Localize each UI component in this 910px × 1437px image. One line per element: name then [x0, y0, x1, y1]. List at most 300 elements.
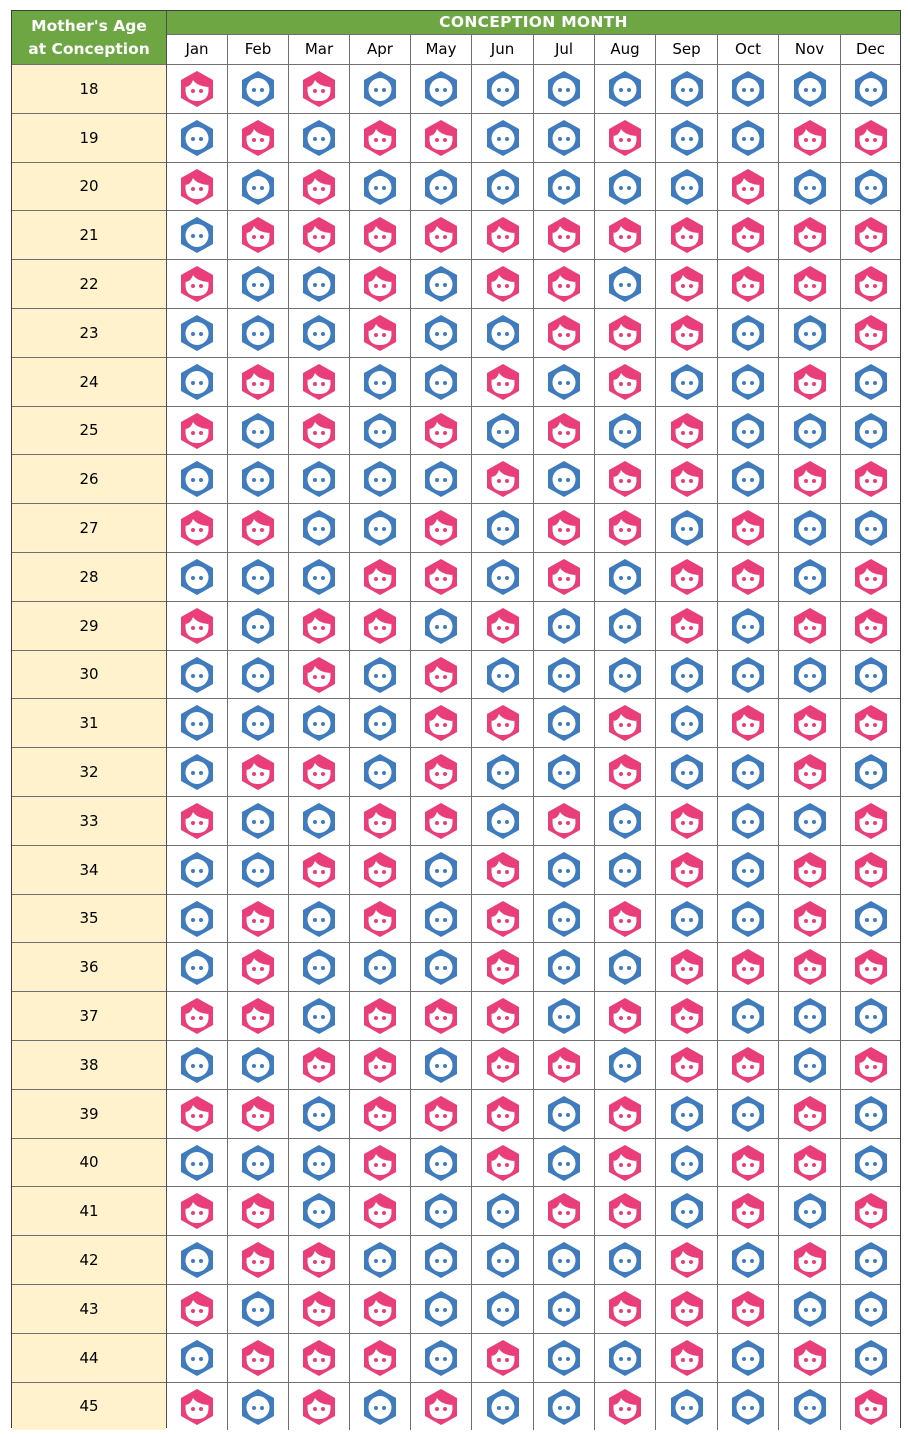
girl-face-icon	[360, 1338, 400, 1378]
age-label: 33	[12, 796, 166, 845]
girl-prediction-cell	[595, 1089, 656, 1138]
boy-prediction-cell	[841, 1333, 900, 1382]
boy-prediction-cell	[228, 162, 289, 210]
boy-prediction-cell	[534, 357, 595, 406]
girl-face-icon	[238, 215, 278, 255]
boy-prediction-cell	[534, 1284, 595, 1333]
month-label: Mar	[289, 35, 350, 64]
girl-face-icon	[728, 557, 768, 597]
girl-prediction-cell	[841, 308, 900, 357]
girl-prediction-cell	[167, 1186, 228, 1235]
age-label: 43	[12, 1284, 166, 1333]
girl-prediction-cell	[472, 942, 534, 991]
boy-face-icon	[544, 996, 584, 1036]
girl-prediction-cell	[534, 259, 595, 308]
girl-prediction-cell	[779, 1235, 841, 1284]
boy-prediction-cell	[779, 991, 841, 1040]
boy-face-icon	[421, 899, 461, 939]
age-column-divider	[166, 11, 167, 1427]
girl-prediction-cell	[228, 113, 289, 162]
boy-prediction-cell	[534, 64, 595, 113]
girl-prediction-cell	[718, 698, 779, 747]
boy-face-icon	[238, 69, 278, 109]
boy-face-icon	[299, 313, 339, 353]
girl-prediction-cell	[289, 650, 350, 698]
boy-prediction-cell	[472, 747, 534, 796]
boy-face-icon	[851, 508, 891, 548]
boy-face-icon	[360, 459, 400, 499]
girl-face-icon	[790, 264, 830, 304]
boy-prediction-cell	[289, 796, 350, 845]
boy-prediction-cell	[350, 1382, 411, 1430]
boy-prediction-cell	[656, 698, 718, 747]
boy-prediction-cell	[656, 503, 718, 552]
girl-prediction-cell	[779, 698, 841, 747]
boy-face-icon	[238, 703, 278, 743]
boy-face-icon	[360, 703, 400, 743]
boy-face-icon	[544, 703, 584, 743]
girl-face-icon	[728, 1191, 768, 1231]
boy-face-icon	[299, 1094, 339, 1134]
girl-face-icon	[790, 215, 830, 255]
boy-prediction-cell	[411, 942, 472, 991]
age-label: 29	[12, 601, 166, 650]
girl-prediction-cell	[718, 1186, 779, 1235]
boy-prediction-cell	[411, 1138, 472, 1186]
girl-face-icon	[177, 411, 217, 451]
girl-face-icon	[421, 1387, 461, 1427]
girl-prediction-cell	[411, 552, 472, 601]
age-label: 45	[12, 1382, 166, 1430]
girl-face-icon	[544, 801, 584, 841]
boy-face-icon	[605, 1045, 645, 1085]
girl-prediction-cell	[411, 1382, 472, 1430]
boy-face-icon	[667, 899, 707, 939]
girl-face-icon	[483, 264, 523, 304]
girl-prediction-cell	[534, 1040, 595, 1089]
boy-face-icon	[177, 362, 217, 402]
boy-face-icon	[299, 703, 339, 743]
girl-prediction-cell	[779, 357, 841, 406]
boy-prediction-cell	[228, 1040, 289, 1089]
girl-prediction-cell	[228, 1235, 289, 1284]
boy-prediction-cell	[718, 308, 779, 357]
boy-face-icon	[728, 752, 768, 792]
girl-prediction-cell	[841, 259, 900, 308]
girl-prediction-cell	[656, 406, 718, 454]
boy-prediction-cell	[656, 1089, 718, 1138]
boy-prediction-cell	[841, 1235, 900, 1284]
girl-prediction-cell	[350, 796, 411, 845]
boy-prediction-cell	[534, 601, 595, 650]
boy-face-icon	[728, 459, 768, 499]
boy-prediction-cell	[779, 162, 841, 210]
boy-prediction-cell	[779, 1382, 841, 1430]
girl-face-icon	[360, 118, 400, 158]
girl-prediction-cell	[779, 1138, 841, 1186]
girl-prediction-cell	[841, 210, 900, 259]
boy-face-icon	[790, 996, 830, 1036]
boy-prediction-cell	[534, 1089, 595, 1138]
boy-face-icon	[851, 899, 891, 939]
boy-prediction-cell	[718, 406, 779, 454]
boy-prediction-cell	[656, 1138, 718, 1186]
girl-face-icon	[728, 215, 768, 255]
month-label: Apr	[350, 35, 411, 64]
girl-face-icon	[605, 1289, 645, 1329]
boy-face-icon	[667, 69, 707, 109]
girl-face-icon	[360, 1143, 400, 1183]
boy-face-icon	[544, 1289, 584, 1329]
boy-face-icon	[544, 459, 584, 499]
boy-face-icon	[483, 801, 523, 841]
boy-face-icon	[851, 1094, 891, 1134]
boy-face-icon	[177, 1045, 217, 1085]
boy-face-icon	[605, 850, 645, 890]
boy-prediction-cell	[289, 308, 350, 357]
boy-face-icon	[728, 362, 768, 402]
girl-prediction-cell	[411, 210, 472, 259]
girl-prediction-cell	[167, 991, 228, 1040]
boy-face-icon	[667, 1143, 707, 1183]
girl-prediction-cell	[595, 357, 656, 406]
girl-face-icon	[790, 1094, 830, 1134]
girl-face-icon	[177, 508, 217, 548]
girl-face-icon	[483, 850, 523, 890]
boy-face-icon	[544, 69, 584, 109]
girl-prediction-cell	[841, 601, 900, 650]
girl-face-icon	[667, 313, 707, 353]
age-label: 30	[12, 650, 166, 698]
girl-face-icon	[360, 996, 400, 1036]
boy-prediction-cell	[289, 942, 350, 991]
boy-face-icon	[728, 411, 768, 451]
boy-prediction-cell	[534, 113, 595, 162]
boy-face-icon	[544, 362, 584, 402]
boy-face-icon	[851, 1338, 891, 1378]
girl-prediction-cell	[411, 796, 472, 845]
boy-face-icon	[483, 118, 523, 158]
boy-face-icon	[177, 947, 217, 987]
boy-prediction-cell	[289, 552, 350, 601]
boy-face-icon	[544, 118, 584, 158]
boy-face-icon	[177, 459, 217, 499]
boy-face-icon	[728, 1094, 768, 1134]
girl-face-icon	[790, 459, 830, 499]
girl-face-icon	[790, 850, 830, 890]
boy-prediction-cell	[718, 650, 779, 698]
girl-prediction-cell	[718, 1138, 779, 1186]
girl-prediction-cell	[595, 308, 656, 357]
girl-face-icon	[299, 215, 339, 255]
age-label: 22	[12, 259, 166, 308]
boy-face-icon	[421, 1143, 461, 1183]
boy-face-icon	[483, 1387, 523, 1427]
girl-prediction-cell	[656, 845, 718, 894]
girl-face-icon	[177, 1191, 217, 1231]
boy-face-icon	[299, 801, 339, 841]
boy-prediction-cell	[718, 991, 779, 1040]
girl-prediction-cell	[595, 1138, 656, 1186]
girl-prediction-cell	[228, 942, 289, 991]
month-label: Nov	[779, 35, 841, 64]
boy-face-icon	[667, 508, 707, 548]
boy-prediction-cell	[841, 64, 900, 113]
girl-prediction-cell	[841, 1186, 900, 1235]
girl-face-icon	[299, 655, 339, 695]
girl-face-icon	[360, 1045, 400, 1085]
girl-face-icon	[299, 1045, 339, 1085]
boy-prediction-cell	[718, 1382, 779, 1430]
boy-prediction-cell	[779, 503, 841, 552]
boy-prediction-cell	[656, 747, 718, 796]
boy-face-icon	[360, 508, 400, 548]
age-label: 42	[12, 1235, 166, 1284]
girl-face-icon	[177, 996, 217, 1036]
girl-face-icon	[667, 1045, 707, 1085]
girl-prediction-cell	[472, 1333, 534, 1382]
girl-prediction-cell	[289, 601, 350, 650]
boy-face-icon	[299, 557, 339, 597]
girl-face-icon	[667, 557, 707, 597]
girl-face-icon	[238, 996, 278, 1036]
boy-face-icon	[483, 1191, 523, 1231]
boy-face-icon	[421, 1191, 461, 1231]
boy-prediction-cell	[534, 894, 595, 942]
girl-prediction-cell	[472, 357, 534, 406]
girl-face-icon	[667, 411, 707, 451]
girl-prediction-cell	[228, 747, 289, 796]
boy-face-icon	[605, 947, 645, 987]
boy-prediction-cell	[228, 64, 289, 113]
boy-prediction-cell	[167, 942, 228, 991]
girl-face-icon	[851, 264, 891, 304]
girl-prediction-cell	[534, 1186, 595, 1235]
girl-prediction-cell	[350, 1333, 411, 1382]
boy-prediction-cell	[472, 1284, 534, 1333]
month-label: Jan	[167, 35, 228, 64]
girl-face-icon	[360, 557, 400, 597]
boy-prediction-cell	[167, 1040, 228, 1089]
boy-prediction-cell	[595, 650, 656, 698]
boy-prediction-cell	[228, 796, 289, 845]
boy-prediction-cell	[228, 552, 289, 601]
boy-prediction-cell	[595, 259, 656, 308]
girl-face-icon	[851, 703, 891, 743]
boy-face-icon	[299, 899, 339, 939]
girl-prediction-cell	[841, 1040, 900, 1089]
boy-prediction-cell	[411, 1235, 472, 1284]
boy-prediction-cell	[779, 552, 841, 601]
girl-face-icon	[851, 1387, 891, 1427]
girl-face-icon	[177, 1387, 217, 1427]
girl-face-icon	[667, 801, 707, 841]
boy-face-icon	[851, 167, 891, 207]
girl-face-icon	[851, 1191, 891, 1231]
girl-face-icon	[299, 752, 339, 792]
boy-prediction-cell	[228, 406, 289, 454]
boy-face-icon	[299, 1191, 339, 1231]
girl-prediction-cell	[656, 1040, 718, 1089]
month-label: Sep	[656, 35, 718, 64]
girl-face-icon	[421, 752, 461, 792]
boy-prediction-cell	[289, 991, 350, 1040]
girl-face-icon	[238, 899, 278, 939]
boy-face-icon	[544, 1338, 584, 1378]
boy-prediction-cell	[411, 894, 472, 942]
girl-face-icon	[238, 508, 278, 548]
girl-prediction-cell	[841, 698, 900, 747]
girl-face-icon	[299, 1387, 339, 1427]
boy-face-icon	[728, 313, 768, 353]
boy-face-icon	[544, 1240, 584, 1280]
girl-prediction-cell	[534, 503, 595, 552]
girl-prediction-cell	[718, 503, 779, 552]
boy-face-icon	[177, 850, 217, 890]
boy-prediction-cell	[228, 1382, 289, 1430]
girl-face-icon	[299, 167, 339, 207]
boy-prediction-cell	[411, 1040, 472, 1089]
girl-face-icon	[605, 703, 645, 743]
girl-face-icon	[728, 508, 768, 548]
boy-prediction-cell	[472, 1382, 534, 1430]
girl-prediction-cell	[718, 942, 779, 991]
boy-face-icon	[421, 1240, 461, 1280]
boy-face-icon	[177, 655, 217, 695]
boy-face-icon	[790, 557, 830, 597]
girl-face-icon	[360, 215, 400, 255]
girl-prediction-cell	[289, 210, 350, 259]
boy-prediction-cell	[656, 64, 718, 113]
age-label: 36	[12, 942, 166, 991]
month-label: Jul	[534, 35, 595, 64]
girl-face-icon	[544, 313, 584, 353]
boy-face-icon	[667, 655, 707, 695]
boy-prediction-cell	[350, 406, 411, 454]
boy-prediction-cell	[411, 845, 472, 894]
boy-prediction-cell	[718, 1089, 779, 1138]
boy-face-icon	[238, 1387, 278, 1427]
girl-face-icon	[667, 1240, 707, 1280]
girl-face-icon	[790, 118, 830, 158]
girl-face-icon	[360, 1094, 400, 1134]
boy-face-icon	[790, 1191, 830, 1231]
girl-face-icon	[544, 508, 584, 548]
boy-prediction-cell	[228, 1284, 289, 1333]
boy-face-icon	[851, 1143, 891, 1183]
boy-face-icon	[605, 264, 645, 304]
boy-face-icon	[605, 801, 645, 841]
boy-prediction-cell	[472, 796, 534, 845]
boy-face-icon	[421, 947, 461, 987]
girl-face-icon	[483, 459, 523, 499]
girl-face-icon	[790, 703, 830, 743]
boy-face-icon	[299, 996, 339, 1036]
boy-prediction-cell	[167, 308, 228, 357]
girl-face-icon	[483, 996, 523, 1036]
age-label: 35	[12, 894, 166, 942]
boy-face-icon	[851, 996, 891, 1036]
girl-prediction-cell	[656, 210, 718, 259]
girl-prediction-cell	[718, 162, 779, 210]
boy-prediction-cell	[718, 113, 779, 162]
boy-face-icon	[177, 899, 217, 939]
boy-face-icon	[360, 752, 400, 792]
boy-prediction-cell	[350, 162, 411, 210]
boy-prediction-cell	[228, 698, 289, 747]
boy-prediction-cell	[167, 552, 228, 601]
girl-prediction-cell	[656, 1333, 718, 1382]
girl-prediction-cell	[595, 1284, 656, 1333]
boy-face-icon	[728, 1240, 768, 1280]
girl-face-icon	[851, 459, 891, 499]
boy-face-icon	[177, 313, 217, 353]
boy-prediction-cell	[779, 406, 841, 454]
girl-prediction-cell	[167, 503, 228, 552]
girl-prediction-cell	[350, 552, 411, 601]
boy-prediction-cell	[595, 796, 656, 845]
boy-prediction-cell	[718, 845, 779, 894]
boy-prediction-cell	[472, 113, 534, 162]
girl-face-icon	[177, 606, 217, 646]
girl-face-icon	[851, 313, 891, 353]
boy-face-icon	[667, 167, 707, 207]
girl-prediction-cell	[350, 845, 411, 894]
girl-face-icon	[238, 362, 278, 402]
boy-face-icon	[667, 752, 707, 792]
boy-prediction-cell	[534, 162, 595, 210]
girl-prediction-cell	[350, 210, 411, 259]
age-label: 18	[12, 64, 166, 113]
boy-prediction-cell	[534, 1382, 595, 1430]
girl-prediction-cell	[167, 1284, 228, 1333]
boy-prediction-cell	[167, 747, 228, 796]
boy-prediction-cell	[595, 601, 656, 650]
age-label: 40	[12, 1138, 166, 1186]
girl-prediction-cell	[289, 1235, 350, 1284]
boy-face-icon	[483, 655, 523, 695]
boy-prediction-cell	[718, 357, 779, 406]
girl-prediction-cell	[289, 845, 350, 894]
boy-face-icon	[790, 801, 830, 841]
girl-face-icon	[421, 508, 461, 548]
boy-face-icon	[605, 655, 645, 695]
boy-face-icon	[238, 1143, 278, 1183]
girl-face-icon	[851, 850, 891, 890]
girl-prediction-cell	[472, 259, 534, 308]
boy-prediction-cell	[595, 1235, 656, 1284]
girl-face-icon	[421, 655, 461, 695]
boy-prediction-cell	[167, 1138, 228, 1186]
girl-prediction-cell	[167, 162, 228, 210]
boy-prediction-cell	[472, 64, 534, 113]
girl-face-icon	[544, 1191, 584, 1231]
boy-prediction-cell	[656, 894, 718, 942]
girl-face-icon	[728, 167, 768, 207]
girl-prediction-cell	[472, 991, 534, 1040]
boy-prediction-cell	[841, 894, 900, 942]
boy-face-icon	[605, 411, 645, 451]
boy-prediction-cell	[350, 1235, 411, 1284]
girl-face-icon	[851, 557, 891, 597]
girl-prediction-cell	[841, 552, 900, 601]
boy-prediction-cell	[841, 1138, 900, 1186]
boy-face-icon	[851, 69, 891, 109]
boy-prediction-cell	[350, 64, 411, 113]
girl-face-icon	[605, 752, 645, 792]
girl-face-icon	[728, 1045, 768, 1085]
girl-face-icon	[667, 264, 707, 304]
